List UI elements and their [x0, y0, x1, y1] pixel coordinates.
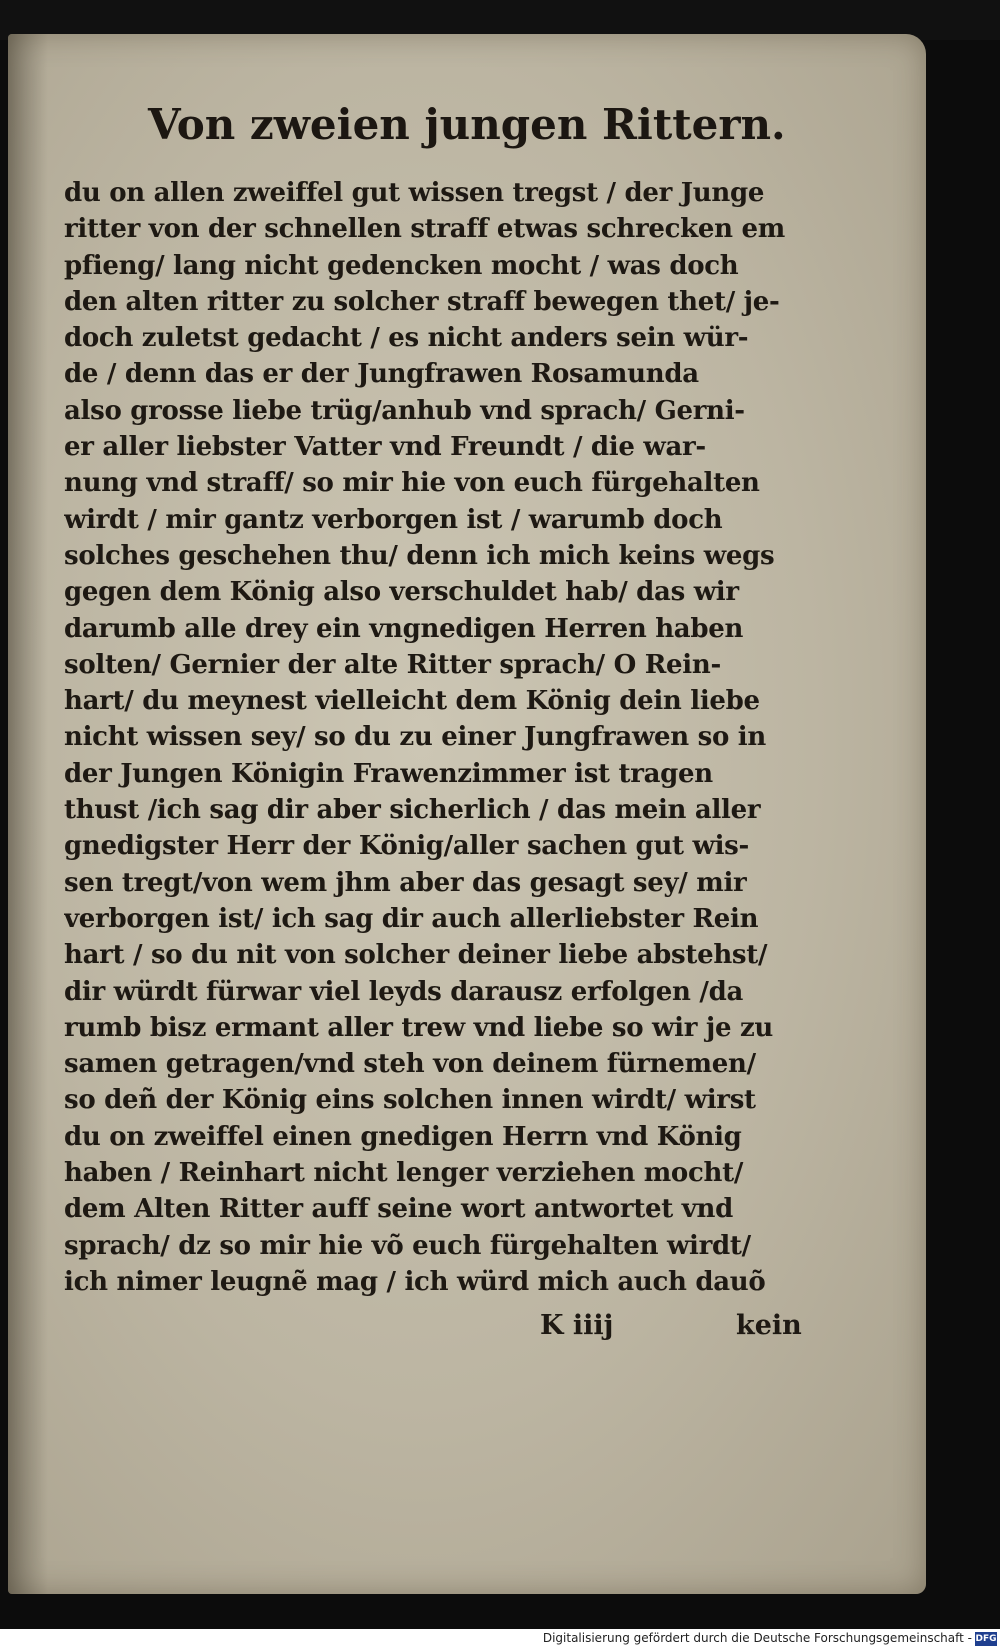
text-line: pfieng/ lang nicht gedencken mocht / was doch	[64, 250, 739, 281]
text-line: gnedigster Herr der König/aller sachen gut wis-	[64, 831, 749, 862]
text-line: er aller liebster Vatter vnd Freundt / die war-	[64, 432, 706, 463]
text-line: solten/ Gernier der alte Ritter sprach/ O Rein-	[64, 649, 721, 680]
text-line: nung vnd straff/ so mir hie von euch fürgehalten	[64, 468, 760, 499]
text-line: ritter von der schnellen straff etwas schrecken em	[64, 214, 785, 245]
text-line: darumb alle drey ein vngnedigen Herren haben	[64, 613, 744, 644]
text-line: haben / Reinhart nicht lenger verziehen mocht/	[64, 1158, 744, 1189]
digitization-credit-bar	[0, 1629, 1000, 1649]
text-line: den alten ritter zu solcher straff bewegen thet/ je-	[64, 286, 780, 317]
text-line: du on allen zweiffel gut wissen tregst / der Junge	[64, 178, 765, 208]
text-line: samen getragen/vnd steh von deinem fürnemen/	[64, 1049, 756, 1080]
text-line: so deñ der König eins solchen innen wirdt/ wirst	[64, 1085, 756, 1116]
dfg-logo-icon: DFG	[975, 1634, 997, 1644]
text-line: nicht wissen sey/ so du zu einer Jungfrawen so in	[64, 722, 766, 753]
text-line: also grosse liebe trüg/anhub vnd sprach/ Gerni-	[64, 395, 745, 426]
credit-text: Digitalisierung gefördert durch die Deutsche Forschungsgemeinschaft -	[542, 1631, 972, 1645]
running-head: Von zweien jungen Rittern.	[148, 100, 786, 149]
text-line: rumb bisz ermant aller trew vnd liebe so wir je zu	[64, 1012, 774, 1043]
text-line: gegen dem König also verschuldet hab/ das wir	[64, 577, 739, 608]
page-body-text	[64, 175, 824, 1300]
page-gutter-shadow	[8, 34, 48, 1594]
text-line: du on zweiffel einen gnedigen Herrn vnd König	[64, 1121, 742, 1152]
text-line: dir würdt fürwar viel leyds darausz erfolgen /da	[64, 976, 744, 1007]
catchword: kein	[736, 1310, 802, 1341]
text-line: hart/ du meynest vielleicht dem König dein liebe	[64, 686, 760, 717]
text-line: wirdt / mir gantz verborgen ist / warumb doch	[64, 504, 723, 535]
text-line: ich nimer leugnẽ mag / ich würd mich auch dauõ	[64, 1266, 766, 1297]
signature-mark: K iiij	[540, 1310, 614, 1341]
text-line: sen tregt/von wem jhm aber das gesagt sey/ mir	[64, 867, 747, 898]
text-line: sprach/ dz so mir hie võ euch fürgehalten wirdt/	[64, 1230, 751, 1261]
text-line: thust /ich sag dir aber sicherlich / das mein aller	[64, 795, 761, 826]
text-line: doch zuletst gedacht / es nicht anders sein wür-	[64, 323, 749, 354]
text-line: der Jungen Königin Frawenzimmer ist tragen	[64, 758, 713, 789]
text-line: verborgen ist/ ich sag dir auch allerliebster Rein	[64, 903, 759, 934]
text-line: hart / so du nit von solcher deiner liebe abstehst/	[64, 940, 768, 971]
text-line: dem Alten Ritter auff seine wort antwortet vnd	[64, 1194, 734, 1225]
text-line: solches geschehen thu/ denn ich mich keins wegs	[64, 540, 775, 571]
text-line: de / denn das er der Jungfrawen Rosamunda	[64, 359, 699, 390]
